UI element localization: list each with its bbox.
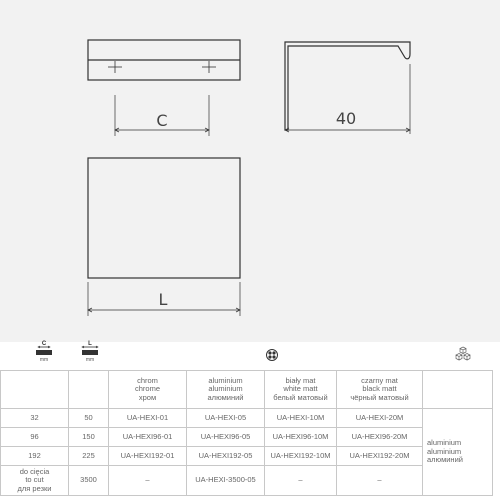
cell-l: 3500 <box>69 466 109 496</box>
cell-code: UA-HEXI96-05 <box>187 428 265 447</box>
cell-code: UA-HEXI192-10M <box>265 447 337 466</box>
material-cell: aluminium aluminium алюминий <box>423 409 493 496</box>
cell-code: UA-HEXI96-20M <box>337 428 423 447</box>
col-c-unit: mm <box>39 357 49 363</box>
cell-code: – <box>109 466 187 496</box>
cell-code: – <box>337 466 423 496</box>
cell-l: 225 <box>69 447 109 466</box>
cell-c: 32 <box>1 409 69 428</box>
table-row <box>1 466 493 496</box>
handle-top-view <box>88 40 240 80</box>
finish-icon <box>265 348 279 362</box>
header-finish-white-matt: biały mat white matt белый матовый <box>265 371 337 409</box>
cell-code: UA-HEXI-3500-05 <box>187 466 265 496</box>
cell-code: UA-HEXI192-01 <box>109 447 187 466</box>
cell-c-cut: do cięcia to cut для резки <box>1 466 69 496</box>
cell-code: – <box>265 466 337 496</box>
cell-c: 192 <box>1 447 69 466</box>
cell-code: UA-HEXI-05 <box>187 409 265 428</box>
cell-l: 50 <box>69 409 109 428</box>
header-c-cell <box>1 371 69 409</box>
col-l-unit: mm <box>85 357 95 363</box>
material-cubes-icon <box>454 346 472 362</box>
dimension-l-label: L <box>158 290 168 309</box>
header-material-cell <box>423 371 493 409</box>
spec-table-area <box>0 342 500 500</box>
dimension-c-label: C <box>156 111 168 130</box>
col-l-symbol: L <box>88 341 92 347</box>
header-finish-black-matt: czarny mat black matt чёрный матовый <box>337 371 423 409</box>
header-finish-chrome: chrom chrome хром <box>109 371 187 409</box>
cell-l: 150 <box>69 428 109 447</box>
cell-code: UA-HEXI192-20M <box>337 447 423 466</box>
cell-code: UA-HEXI96-10M <box>265 428 337 447</box>
table-row <box>1 447 493 466</box>
header-l-cell <box>69 371 109 409</box>
dimension-height-label: 40 <box>335 109 357 128</box>
table-row <box>1 428 493 447</box>
table-row <box>1 409 493 428</box>
spec-table <box>0 370 493 496</box>
cell-code: UA-HEXI-01 <box>109 409 187 428</box>
cell-code: UA-HEXI192-05 <box>187 447 265 466</box>
col-c-symbol: C <box>41 341 47 347</box>
handle-front-view <box>88 158 240 278</box>
header-finish-aluminium: aluminium aluminium алюминий <box>187 371 265 409</box>
cell-code: UA-HEXI-20M <box>337 409 423 428</box>
cell-code: UA-HEXI96-01 <box>109 428 187 447</box>
table-header-row <box>1 371 493 409</box>
cell-code: UA-HEXI-10M <box>265 409 337 428</box>
cell-c: 96 <box>1 428 69 447</box>
